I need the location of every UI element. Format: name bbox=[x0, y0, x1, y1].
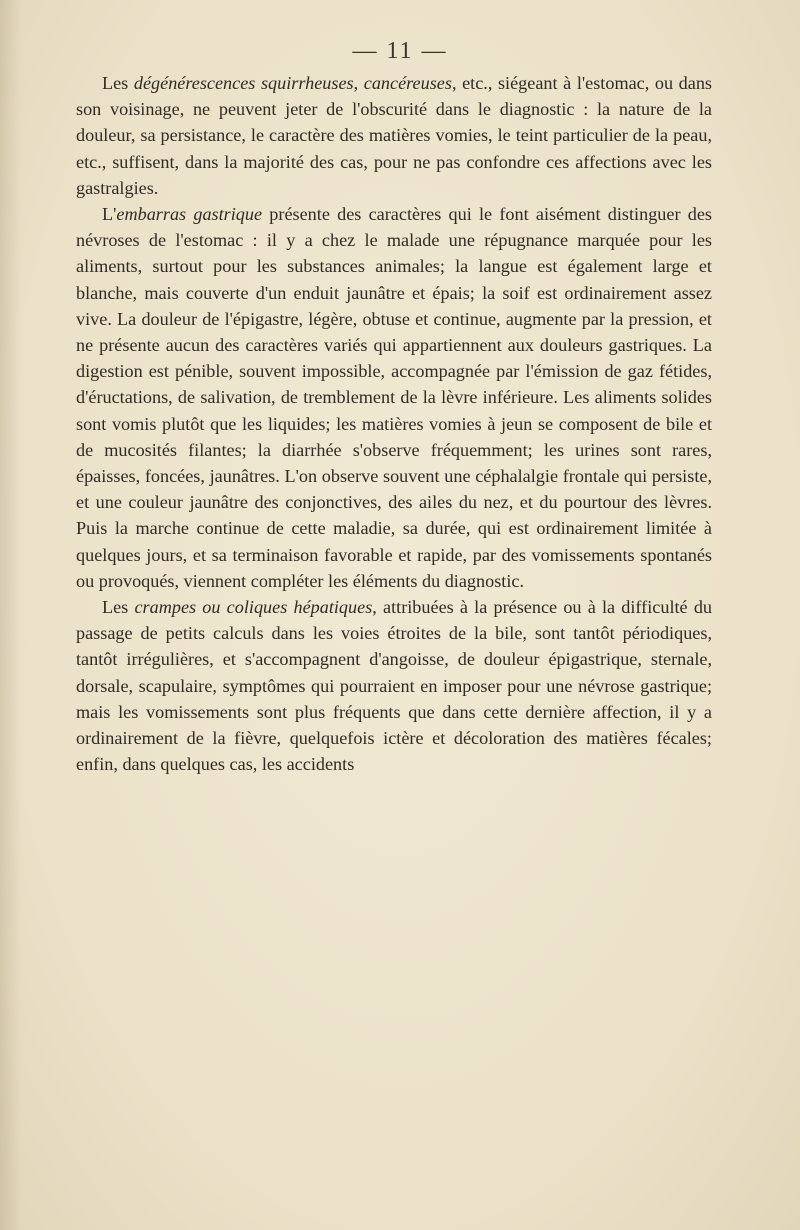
page-number: — 11 — bbox=[352, 38, 448, 64]
italic-term: cancéreuses bbox=[363, 73, 452, 93]
paragraph-degenerescences bbox=[76, 70, 712, 201]
text-segment: présente des caractères qui le font aisément distinguer des névroses de l'estomac : il y a chez le malade une répugnance marquée pour les aliments, surtout pour les substances animales; la langue est également large et blanche, mais couverte d'un enduit jaunâtre et épais; la soif est ordinairement assez vive. La douleur de l'épigastre, légère, obtuse et continue, augmente par la pression, et ne présente aucun des caractères variés qui appartiennent aux douleurs gastriques. La digestion est pénible, souvent impossible, accompagnée par l'émission de gaz fétides, d'éructations, de salivation, de tremblement de la lèvre inférieure. Les aliments solides sont vomis plutôt que les liquides; les matières vomies à jeun se composent de bile et de mucosités filantes; la diarrhée s'observe fréquemment; les urines sont rares, épaisses, foncées, jaunâtres. L'on observe souvent une céphalalgie frontale qui persiste, et une couleur jaunâtre des conjonctives, des ailes du nez, et du pourtour des lèvres. Puis la marche continue de cette maladie, sa durée, qui est ordinairement limitée à quelques jours, et sa terminaison favorable et rapide, par des vomissements spontanés ou provoqués, viennent compléter les éléments du diagnostic. bbox=[76, 204, 712, 591]
italic-term: crampes ou coliques hépatiques bbox=[134, 597, 373, 618]
italic-term: embarras gastrique bbox=[116, 204, 263, 225]
text-segment: Les bbox=[102, 73, 134, 93]
paragraph-embarras-gastrique bbox=[76, 201, 712, 594]
text-segment: , bbox=[353, 73, 364, 93]
text-segment: L' bbox=[102, 204, 117, 225]
text-segment: , etc., siégeant à l'estomac, ou dans son voisinage, ne peuvent jeter de l'obscurité dans le diagnostic : la nature de la douleur, sa persistance, le caractère des matières vomies, le teint particulier de la peau, etc., suffisent, dans la majorité des cas, pour ne pas confondre ces affections avec les gastralgies. bbox=[76, 73, 712, 198]
text-segment: , attribuées à la présence ou à la difficulté du passage de petits calculs dans les voies étroites de la bile, sont tantôt périodiques, tantôt irrégulières, et s'accompagnent d'angoisse, de douleur épigastrique, sternale, dorsale, scapulaire, symptômes qui pourraient en imposer pour une névrose gastrique; mais les vomissements sont plus fréquents que dans cette dernière affection, il y a ordinairement de la fièvre, quelquefois ictère et décoloration des matières fécales; enfin, dans quelques cas, les accidents bbox=[76, 597, 713, 775]
spine-shadow bbox=[0, 0, 22, 1230]
italic-term: dégénérescences squirrheuses bbox=[133, 73, 354, 93]
body-text bbox=[76, 70, 712, 777]
paragraph-crampes-hepatiques bbox=[76, 594, 712, 777]
text-segment: Les bbox=[102, 597, 135, 618]
